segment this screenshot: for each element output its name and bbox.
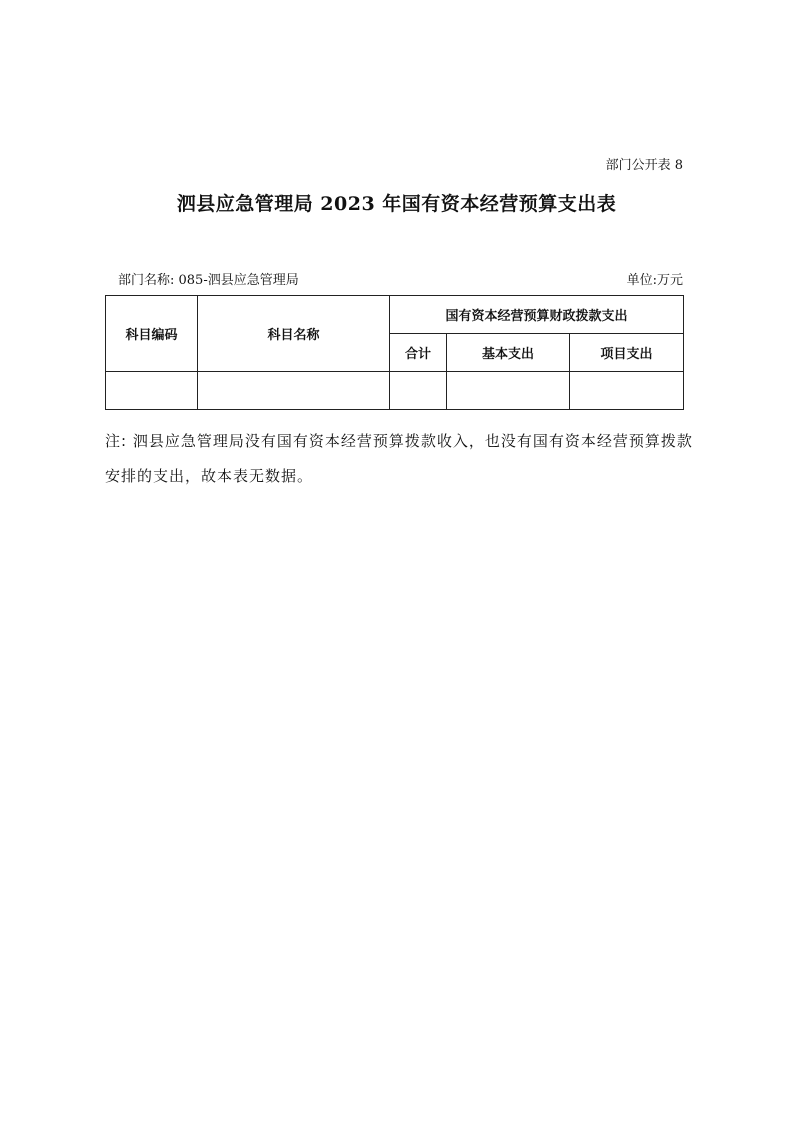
cell-basic [447, 372, 570, 410]
budget-table [105, 295, 684, 410]
header-row-1 [106, 296, 684, 334]
cell-code [106, 372, 198, 410]
cell-total [390, 372, 447, 410]
table-number: 部门公开表 8 [605, 158, 683, 173]
footnote: 注: 泗县应急管理局没有国有资本经营预算拨款收入，也没有国有资本经营预算拨款安排的支出，故本表无数据。 [105, 432, 693, 485]
cell-name [198, 372, 390, 410]
header-subject-code: 科目编码 [106, 296, 198, 372]
unit-label: 单位:万元 [626, 273, 683, 288]
header-basic-expenditure: 基本支出 [447, 334, 570, 372]
department-name: 部门名称: 085-泗县应急管理局 [118, 273, 299, 288]
cell-project [570, 372, 684, 410]
header-total: 合计 [390, 334, 447, 372]
header-subject-name: 科目名称 [198, 296, 390, 372]
page-title: 泗县应急管理局 2023 年国有资本经营预算支出表 [176, 193, 617, 215]
header-project-expenditure: 项目支出 [570, 334, 684, 372]
table-row [106, 372, 684, 410]
header-group-expenditure: 国有资本经营预算财政拨款支出 [390, 296, 684, 334]
